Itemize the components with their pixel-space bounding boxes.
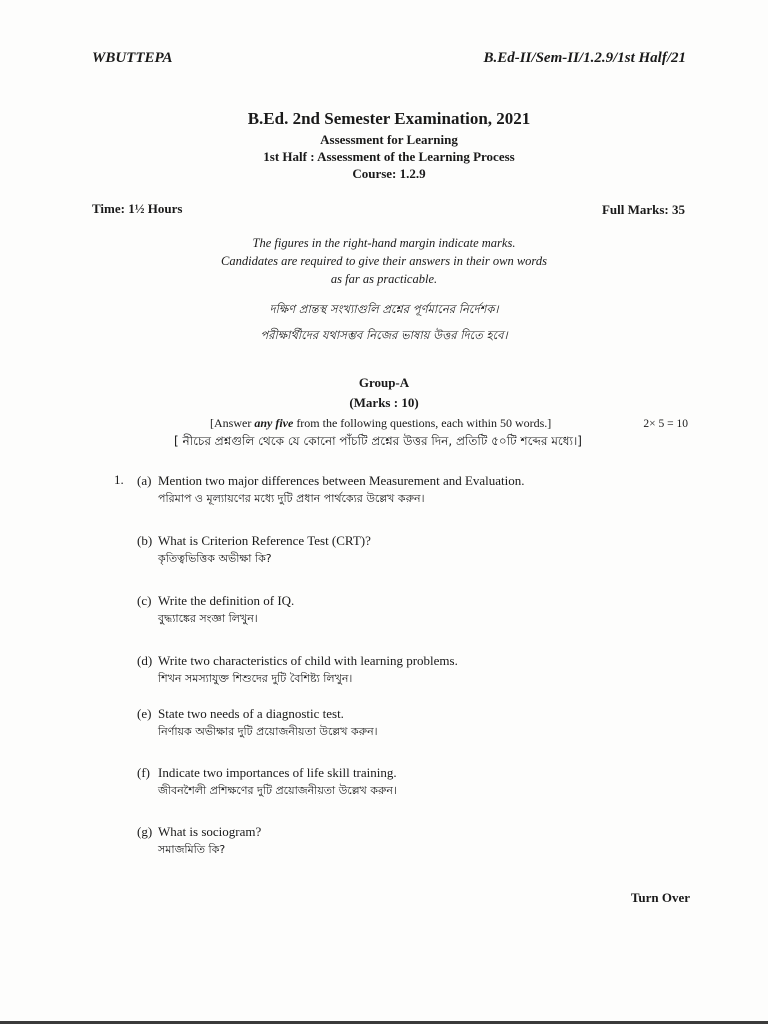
turn-over-label: Turn Over — [630, 890, 690, 905]
sub-question-a — [137, 472, 525, 507]
subject-title: Assessment for Learning — [320, 132, 458, 147]
full-marks: Full Marks: 35 — [601, 202, 685, 217]
instruction-line: The figures in the right-hand margin indicate marks. — [252, 236, 516, 250]
instruction-line: Candidates are required to give their answers in their own words — [221, 254, 547, 268]
question-number: 1. — [114, 472, 124, 487]
sub-question-text-bn: সমাজমিতি কি? — [158, 843, 226, 856]
answer-instruction-bn: [ নীচের প্রশ্নগুলি থেকে যে কোনো পাঁচটি প্রশ্নের উত্তর দিন, প্রতিটি ৫০টি শব্দের মধ্যে।] — [174, 434, 582, 448]
institution-code: WBUTTEPA — [92, 50, 173, 66]
answer-emphasis: any five — [254, 416, 294, 430]
sub-question-text-bn: কৃতিত্বভিত্তিক অভীক্ষা কি? — [158, 552, 272, 565]
answer-pre: [Answer — [210, 416, 255, 430]
sub-question-text-bn: বুদ্ধ্যাঙ্কের সংজ্ঞা লিখুন। — [158, 612, 258, 625]
group-marks: (Marks : 10) — [349, 395, 419, 410]
marks-calculation: 2× 5 = 10 — [643, 418, 688, 430]
paper-code: B.Ed-II/Sem-II/1.2.9/1st Half/21 — [483, 50, 686, 66]
group-name: Group-A — [358, 375, 410, 390]
instructions-english — [0, 234, 768, 288]
sub-question-g — [137, 823, 261, 858]
sub-question-text: State two needs of a diagnostic test. — [158, 706, 344, 721]
sub-question-label: (e) — [137, 706, 152, 721]
sub-question-label: (a) — [137, 473, 152, 488]
sub-question-text-bn: পরিমাপ ও মূল্যায়ণের মধ্যে দুটি প্রধান পার্থক্যের উল্লেখ করুন। — [158, 492, 425, 505]
sub-question-text: Write the definition of IQ. — [158, 593, 295, 608]
title-block — [0, 107, 768, 182]
sub-question-text: Write two characteristics of child with learning problems. — [158, 653, 458, 668]
sub-question-b — [137, 532, 371, 567]
half-title: 1st Half : Assessment of the Learning Process — [263, 149, 515, 164]
sub-question-text: Mention two major differences between Measurement and Evaluation. — [158, 473, 525, 488]
instruction-line-bn: দক্ষিণ প্রান্তস্থ সংখ্যাগুলি প্রশ্নের পূর্ণমানের নির্দেশক। — [269, 302, 499, 316]
sub-question-d — [137, 652, 458, 687]
sub-question-text: What is sociogram? — [158, 824, 262, 839]
answer-instruction — [210, 416, 551, 431]
sub-question-label: (b) — [137, 533, 153, 548]
instructions-bengali — [0, 296, 768, 348]
sub-question-c — [137, 592, 294, 627]
sub-question-text-bn: জীবনশৈলী প্রশিক্ষণের দুটি প্রয়োজনীয়তা উল্লেখ করুন। — [158, 784, 397, 797]
sub-question-text-bn: শিখন সমস্যাযুক্ত শিশুদের দুটি বৈশিষ্ট্য লিখুন। — [158, 672, 353, 685]
instruction-line: as far as practicable. — [330, 272, 438, 286]
sub-question-label: (d) — [137, 653, 153, 668]
sub-question-label: (g) — [137, 824, 153, 839]
course-title: Course: 1.2.9 — [352, 166, 426, 181]
time-allowed: Time: 1½ Hours — [92, 201, 183, 216]
sub-question-text-bn: নির্ণায়ক অভীক্ষার দুটি প্রয়োজনীয়তা উল্লেখ করুন। — [158, 725, 378, 738]
sub-question-text: What is Criterion Reference Test (CRT)? — [158, 533, 371, 548]
sub-question-label: (c) — [137, 593, 152, 608]
sub-question-f — [137, 764, 397, 799]
answer-post: from the following questions, each within 50 words.] — [293, 416, 552, 430]
group-heading — [0, 373, 768, 413]
exam-title: B.Ed. 2nd Semester Examination, 2021 — [247, 109, 531, 128]
instruction-line-bn: পরীক্ষার্থীদের যথাসম্ভব নিজের ভাষায় উত্তর দিতে হবে। — [260, 328, 508, 342]
sub-question-text: Indicate two importances of life skill training. — [158, 765, 397, 780]
sub-question-label: (f) — [137, 765, 150, 780]
sub-question-e — [137, 705, 378, 740]
